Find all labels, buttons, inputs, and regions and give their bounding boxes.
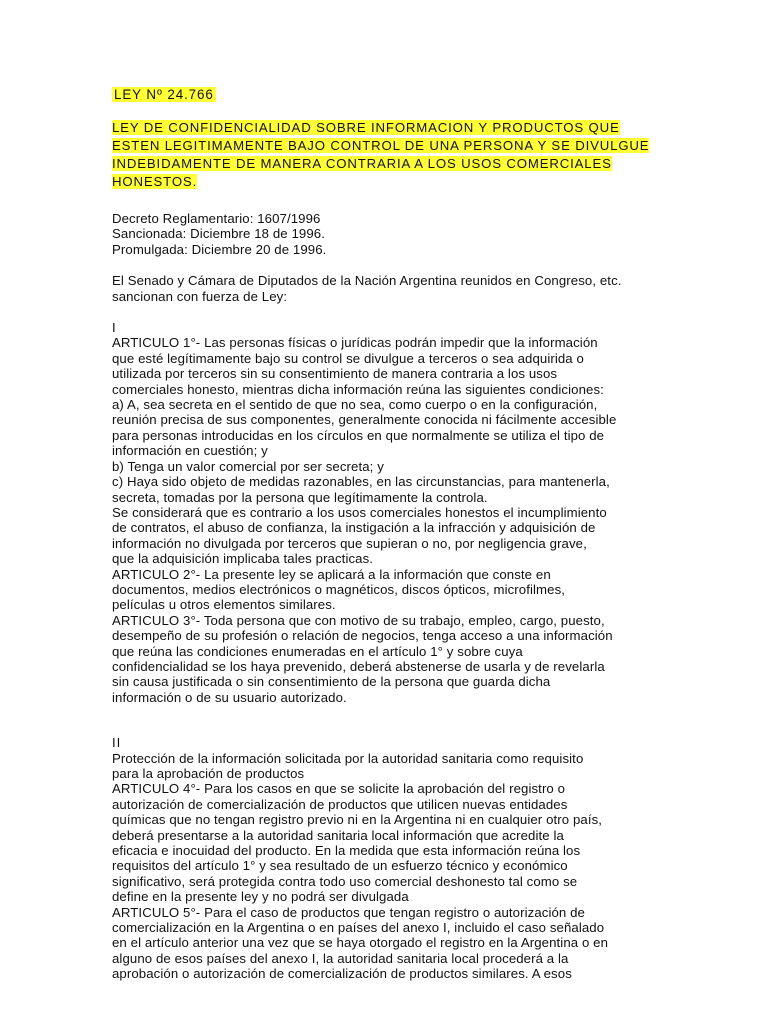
decree-line: Decreto Reglamentario: 1607/1996 bbox=[112, 211, 321, 226]
text-line: alguno de esos países del anexo I, la autoridad sanitaria local procederá a la bbox=[112, 950, 569, 966]
text-line: de contratos, el abuso de confianza, la instigación a la infracción y adquisición de bbox=[112, 520, 596, 536]
text-line: ARTICULO 5°- Para el caso de productos que tengan registro o autorización de bbox=[112, 904, 585, 920]
text-line: documentos, medios electrónicos o magnéticos, discos ópticos, microfilmes, bbox=[112, 581, 566, 597]
text-line: comerciales honesto, mientras dicha información reúna las siguientes condiciones: bbox=[112, 381, 604, 397]
text-line: para personas introducidas en los círculos en que normalmente se utiliza el tipo de bbox=[112, 427, 605, 443]
sanctioned-line: Sancionada: Diciembre 18 de 1996. bbox=[112, 226, 325, 242]
text-line: información no divulgada por terceros que supieran o no, por negligencia grave, bbox=[112, 535, 587, 551]
text-line: secreta, tomadas por la persona que legítimamente la controla. bbox=[112, 489, 488, 505]
promulgated-line: Promulgada: Diciembre 20 de 1996. bbox=[112, 241, 327, 257]
law-number-heading bbox=[112, 86, 660, 104]
law-metadata bbox=[112, 211, 660, 257]
text-line: a) A, sea secreta en el sentido de que no sea, como cuerpo o en la configuración, bbox=[112, 397, 598, 413]
text-line: sin causa justificada o sin consentimiento de la persona que guarda dicha bbox=[112, 674, 551, 690]
text-line: reunión precisa de sus componentes, generalmente conocida ni fácilmente accesible bbox=[112, 412, 617, 428]
law-number-text: LEY Nº 24.766 bbox=[114, 87, 214, 102]
text-line: utilizada por terceros sin su consentimiento de manera contraria a los usos bbox=[112, 366, 558, 382]
text-line: información o de su usuario autorizado. bbox=[112, 689, 347, 705]
text-line: c) Haya sido objeto de medidas razonables, en las circunstancias, para mantenerla, bbox=[112, 474, 610, 490]
text-line: autorización de comercialización de productos que utilicen nuevas entidades bbox=[112, 796, 568, 812]
text-line: que reúna las condiciones enumeradas en el artículo 1° y sobre cuya bbox=[112, 643, 523, 659]
text-line: para la aprobación de productos bbox=[112, 766, 305, 781]
section-number-1: I bbox=[112, 320, 117, 336]
section-1-body bbox=[112, 335, 660, 705]
text-line: requisitos del artículo 1° y sea resultado de un esfuerzo técnico y económico bbox=[112, 858, 568, 874]
text-line: ARTICULO 4°- Para los casos en que se solicite la aprobación del registro o bbox=[112, 781, 566, 797]
text-line: eficacia e inocuidad del producto. En la medida que esta información reúna los bbox=[112, 843, 581, 859]
text-line: define en la presente ley y no podrá ser divulgada bbox=[112, 889, 409, 905]
text-line: aprobación o autorización de comercialización de productos similares. A esos bbox=[112, 966, 572, 982]
section-number-2: II bbox=[112, 735, 122, 751]
text-line: información en cuestión; y bbox=[112, 443, 268, 459]
text-line: ARTICULO 3°- Toda persona que con motivo de su trabajo, empleo, cargo, puesto, bbox=[112, 612, 605, 628]
text-line: que esté legítimamente bajo su control se divulgue a terceros o sea adquirida o bbox=[112, 350, 584, 366]
text-line: ARTICULO 1°- Las personas físicas o jurídicas podrán impedir que la información bbox=[112, 335, 598, 351]
text-line: confidencialidad se los haya prevenido, deberá abstenerse de usarla y de revelarla bbox=[112, 658, 605, 674]
text-line: b) Tenga un valor comercial por ser secreta; y bbox=[112, 458, 384, 474]
section-2-body bbox=[112, 751, 660, 982]
text-line: películas u otros elementos similares. bbox=[112, 597, 336, 613]
text-line: Se considerará que es contrario a los usos comerciales honestos el incumplimiento bbox=[112, 504, 607, 520]
intro-paragraph: El Senado y Cámara de Diputados de la Nación Argentina reunidos en Congreso, etc. sancionan con fuerza de Ley: bbox=[112, 273, 622, 304]
text-line: químicas que no tengan registro previo ni en la Argentina ni en cualquier otro país, bbox=[112, 812, 603, 828]
law-title-text: LEY DE CONFIDENCIALIDAD SOBRE INFORMACION Y PRODUCTOS QUE ESTEN LEGITIMAMENTE BAJO CONTROL DE UNA PERSONA Y SE DIVULGUE INDEBIDAMENTE DE MANERA CONTRARIA A LOS USOS COMERCIALES HONESTOS. bbox=[112, 120, 650, 189]
text-line: significativo, será protegida contra todo uso comercial deshonesto tal como se bbox=[112, 873, 578, 889]
text-line: Protección de la información solicitada por la autoridad sanitaria como requisito bbox=[112, 750, 584, 766]
text-line: deberá presentarse a la autoridad sanitaria local información que acredite la bbox=[112, 827, 564, 843]
text-line: que la adquisición implicaba tales practicas. bbox=[112, 551, 374, 567]
text-line: desempeño de su profesión o relación de negocios, tenga acceso a una información bbox=[112, 628, 613, 644]
law-title-heading bbox=[112, 119, 660, 191]
text-line: en el artículo anterior una vez que se haya otorgado el registro en la Argentina o en bbox=[112, 935, 609, 951]
document-page bbox=[112, 86, 660, 982]
text-line: comercialización en la Argentina o en países del anexo I, incluido el caso señalado bbox=[112, 920, 605, 936]
text-line: ARTICULO 2°- La presente ley se aplicará a la información que conste en bbox=[112, 566, 551, 582]
